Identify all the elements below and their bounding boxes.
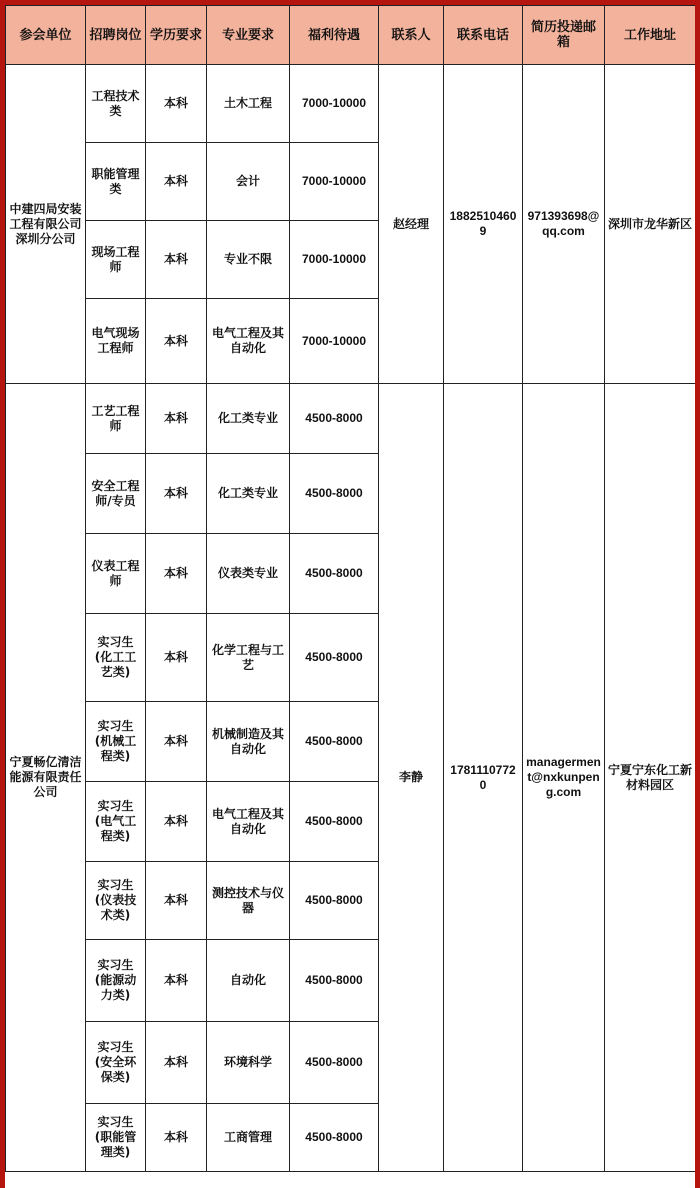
salary-cell: 4500-8000 bbox=[290, 862, 379, 940]
major-cell: 化学工程与工艺 bbox=[207, 614, 290, 702]
position-cell: 仪表工程师 bbox=[86, 534, 146, 614]
major-cell: 专业不限 bbox=[207, 221, 290, 299]
table-row bbox=[6, 384, 696, 454]
position-cell: 现场工程师 bbox=[86, 221, 146, 299]
major-cell: 电气工程及其自动化 bbox=[207, 782, 290, 862]
header-email: 简历投递邮箱 bbox=[523, 6, 605, 65]
contact-cell: 李静 bbox=[379, 384, 444, 1172]
education-cell: 本科 bbox=[146, 143, 207, 221]
position-cell: 工艺工程师 bbox=[86, 384, 146, 454]
address-cell: 深圳市龙华新区 bbox=[605, 65, 696, 384]
education-cell: 本科 bbox=[146, 65, 207, 143]
major-cell: 仪表类专业 bbox=[207, 534, 290, 614]
education-cell: 本科 bbox=[146, 221, 207, 299]
major-cell: 化工类专业 bbox=[207, 384, 290, 454]
phone-cell: 18825104609 bbox=[444, 65, 523, 384]
major-cell: 化工类专业 bbox=[207, 454, 290, 534]
position-cell: 实习生(电气工程类) bbox=[86, 782, 146, 862]
education-cell: 本科 bbox=[146, 534, 207, 614]
salary-cell: 7000-10000 bbox=[290, 143, 379, 221]
major-cell: 电气工程及其自动化 bbox=[207, 299, 290, 384]
company-name: 宁夏畅亿清洁能源有限责任公司 bbox=[6, 384, 86, 1172]
salary-cell: 4500-8000 bbox=[290, 702, 379, 782]
email-cell[interactable]: managerment@nxkunpeng.com bbox=[523, 384, 605, 1172]
contact-cell: 赵经理 bbox=[379, 65, 444, 384]
education-cell: 本科 bbox=[146, 454, 207, 534]
salary-cell: 4500-8000 bbox=[290, 534, 379, 614]
major-cell: 环境科学 bbox=[207, 1022, 290, 1104]
salary-cell: 7000-10000 bbox=[290, 221, 379, 299]
major-cell: 土木工程 bbox=[207, 65, 290, 143]
header-salary: 福利待遇 bbox=[290, 6, 379, 65]
position-cell: 实习生(化工工艺类) bbox=[86, 614, 146, 702]
position-cell: 实习生(机械工程类) bbox=[86, 702, 146, 782]
position-cell: 实习生(能源动力类) bbox=[86, 940, 146, 1022]
salary-cell: 4500-8000 bbox=[290, 940, 379, 1022]
major-cell: 自动化 bbox=[207, 940, 290, 1022]
phone-cell: 17811107720 bbox=[444, 384, 523, 1172]
position-cell: 电气现场工程师 bbox=[86, 299, 146, 384]
recruitment-table-frame bbox=[5, 5, 695, 1188]
header-phone: 联系电话 bbox=[444, 6, 523, 65]
education-cell: 本科 bbox=[146, 384, 207, 454]
header-major: 专业要求 bbox=[207, 6, 290, 65]
header-row bbox=[6, 6, 696, 65]
education-cell: 本科 bbox=[146, 862, 207, 940]
education-cell: 本科 bbox=[146, 702, 207, 782]
salary-cell: 4500-8000 bbox=[290, 1022, 379, 1104]
education-cell: 本科 bbox=[146, 940, 207, 1022]
major-cell: 工商管理 bbox=[207, 1104, 290, 1172]
education-cell: 本科 bbox=[146, 1104, 207, 1172]
salary-cell: 4500-8000 bbox=[290, 614, 379, 702]
position-cell: 实习生(安全环保类) bbox=[86, 1022, 146, 1104]
salary-cell: 4500-8000 bbox=[290, 782, 379, 862]
education-cell: 本科 bbox=[146, 614, 207, 702]
company-name: 中建四局安装工程有限公司深圳分公司 bbox=[6, 65, 86, 384]
education-cell: 本科 bbox=[146, 1022, 207, 1104]
education-cell: 本科 bbox=[146, 782, 207, 862]
salary-cell: 4500-8000 bbox=[290, 1104, 379, 1172]
major-cell: 测控技术与仪器 bbox=[207, 862, 290, 940]
salary-cell: 7000-10000 bbox=[290, 65, 379, 143]
email-cell[interactable]: 971393698@qq.com bbox=[523, 65, 605, 384]
education-cell: 本科 bbox=[146, 299, 207, 384]
position-cell: 实习生(职能管理类) bbox=[86, 1104, 146, 1172]
header-contact: 联系人 bbox=[379, 6, 444, 65]
recruitment-table bbox=[5, 5, 695, 1172]
salary-cell: 7000-10000 bbox=[290, 299, 379, 384]
header-position: 招聘岗位 bbox=[86, 6, 146, 65]
address-cell: 宁夏宁东化工新材料园区 bbox=[605, 384, 696, 1172]
position-cell: 职能管理类 bbox=[86, 143, 146, 221]
position-cell: 实习生(仪表技术类) bbox=[86, 862, 146, 940]
header-education: 学历要求 bbox=[146, 6, 207, 65]
header-address: 工作地址 bbox=[605, 6, 696, 65]
salary-cell: 4500-8000 bbox=[290, 454, 379, 534]
salary-cell: 4500-8000 bbox=[290, 384, 379, 454]
table-row bbox=[6, 65, 696, 143]
position-cell: 安全工程师/专员 bbox=[86, 454, 146, 534]
position-cell: 工程技术类 bbox=[86, 65, 146, 143]
major-cell: 机械制造及其自动化 bbox=[207, 702, 290, 782]
header-company: 参会单位 bbox=[6, 6, 86, 65]
major-cell: 会计 bbox=[207, 143, 290, 221]
